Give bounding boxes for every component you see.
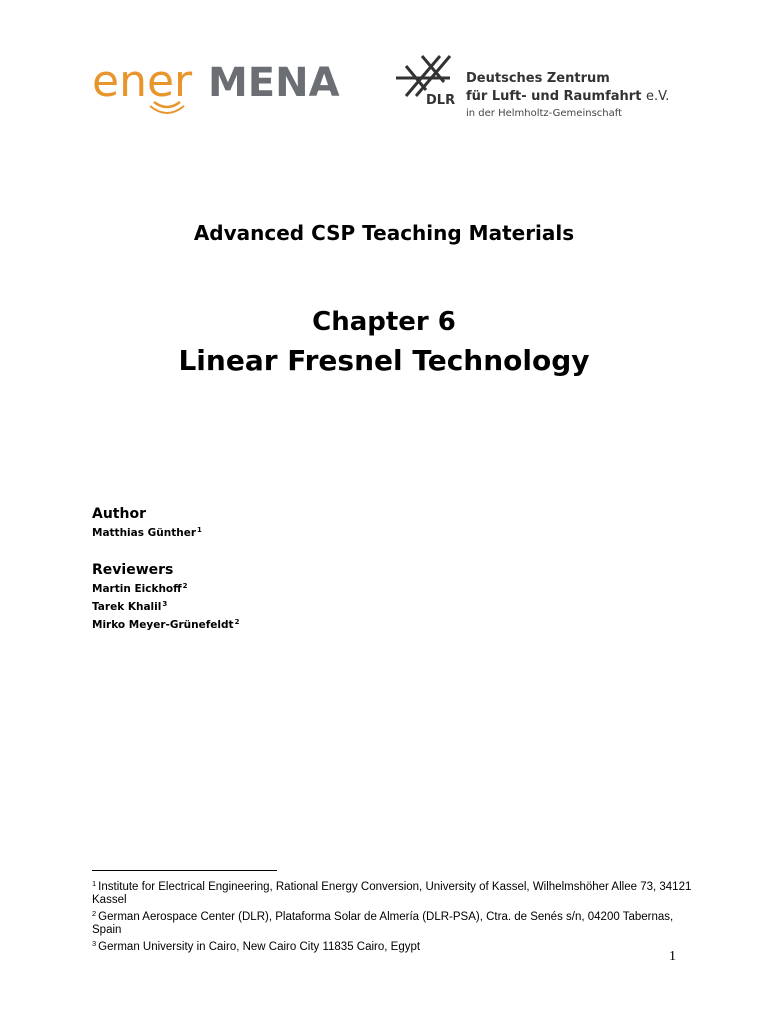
author-affiliation: 1 (197, 526, 202, 534)
reviewer-affiliation: 2 (182, 582, 188, 590)
reviewer-name-text: Martin Eickhoff (92, 583, 182, 595)
reviewers-heading: Reviewers (92, 562, 174, 578)
footnote-number: 1 (92, 879, 97, 888)
dlr-abbr: DLR (426, 93, 456, 108)
footnote (92, 937, 692, 954)
author-heading: Author (92, 506, 146, 522)
footnote (92, 907, 692, 937)
dlr-name-line3: in der Helmholtz-Gemeinschaft (466, 108, 623, 119)
footnote-text: Institute for Electrical Engineering, Rational Energy Conversion, University of Kassel, Wilhelmshöher Allee 73, 34121 Kassel (92, 881, 692, 906)
dlr-name-line2-suffix: e.V. (645, 89, 670, 104)
dlr-name-line1: Deutsches Zentrum (466, 71, 610, 86)
reviewer-name (92, 615, 239, 633)
author-name-text: Matthias Günther (92, 527, 197, 539)
enermena-logo (92, 52, 342, 122)
chapter-title: Linear Fresnel Technology (178, 344, 590, 377)
reviewer-name (92, 597, 239, 615)
footnote-text: German Aerospace Center (DLR), Plataforma Solar de Almería (DLR-PSA), Ctra. de Senés s/n, 04200 Tabernas, Spain (92, 911, 674, 936)
credits-section (92, 505, 239, 633)
footnote-text: German University in Cairo, New Cairo City 11835 Cairo, Egypt (98, 941, 421, 953)
author-name (92, 523, 239, 541)
enermena-logo-ener: ener (92, 56, 193, 107)
dlr-name-line2-text: für Luft- und Raumfahrt (466, 89, 642, 104)
reviewer-name (92, 579, 239, 597)
footnotes (92, 877, 692, 954)
page-number: 1 (669, 949, 676, 964)
footnote (92, 877, 692, 907)
reviewer-name-text: Tarek Khalil (92, 601, 162, 613)
enermena-logo-mena: MENA (208, 60, 340, 106)
footnote-separator (92, 870, 277, 871)
dlr-name-line2 (466, 90, 669, 103)
reviewer-affiliation: 2 (234, 618, 240, 626)
reviewer-name-text: Mirko Meyer-Grünefeldt (92, 619, 234, 631)
dlr-logo (392, 52, 670, 122)
series-title: Advanced CSP Teaching Materials (193, 221, 575, 245)
chapter-label: Chapter 6 (312, 307, 456, 337)
reviewer-affiliation: 3 (162, 600, 168, 608)
footnote-number: 2 (92, 909, 97, 918)
footnote-number: 3 (92, 939, 97, 948)
